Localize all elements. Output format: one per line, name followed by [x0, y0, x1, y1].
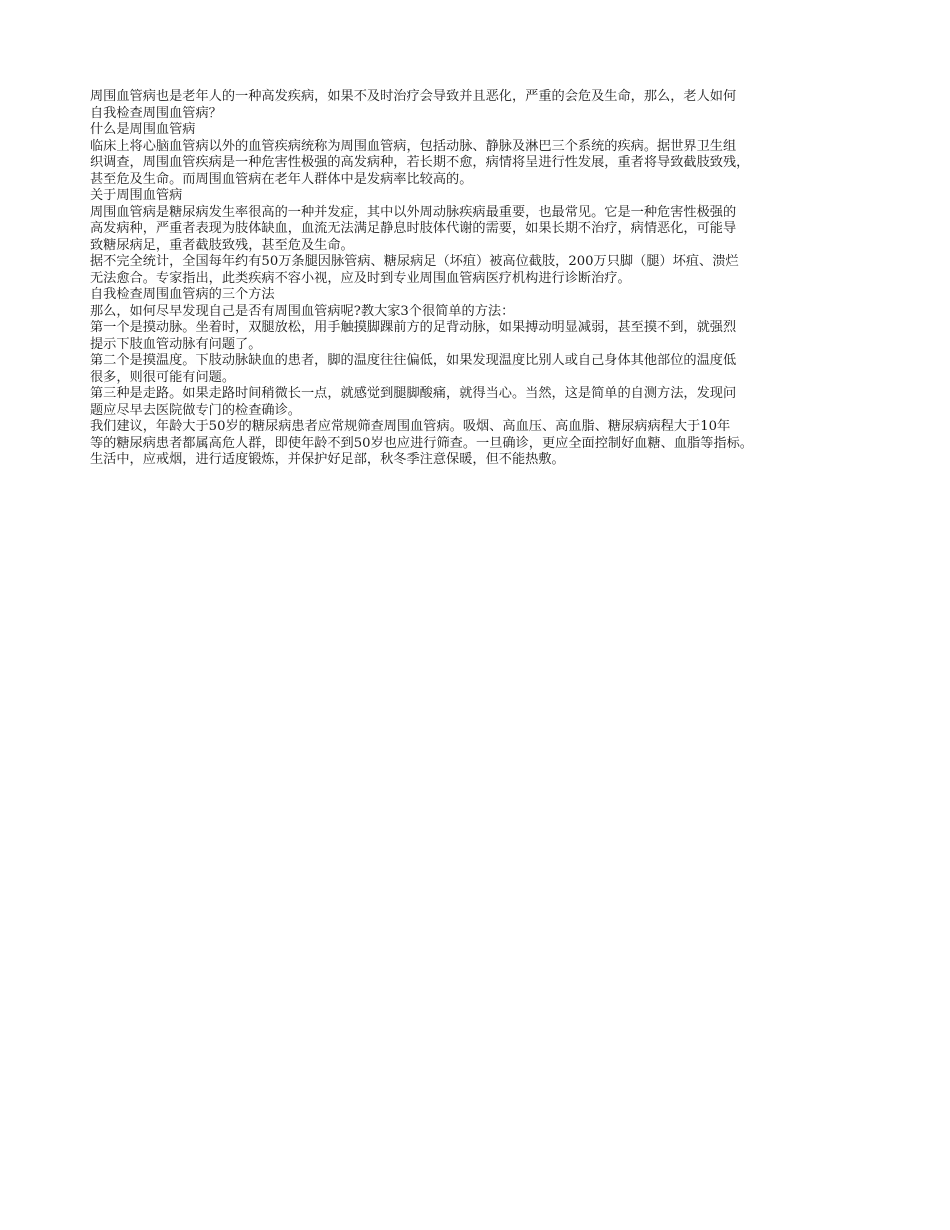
method-walking-paragraph	[90, 386, 880, 419]
method-walking-line-1: 第三种是走路。如果走路时间稍微长一点，就感觉到腿脚酸痛，就得当心。当然，这是简单的自测方法，发现问	[90, 386, 737, 401]
method-pulse-line-2: 提示下肢血管动脉有问题了。	[90, 336, 262, 352]
methods-intro-line-1: 那么，如何尽早发现自己是否有周围血管病呢?教大家3个很简单的方法：	[90, 303, 515, 319]
advice-paragraph	[90, 419, 880, 469]
advice-line-1: 我们建议，年龄大于50岁的糖尿病患者应常规筛查周围血管病。吸烟、高血压、高血脂、糖尿病病程大于10年	[90, 419, 731, 434]
statistics-line-1: 据不完全统计，全国每年约有50万条腿因脉管病、糖尿病足（坏疽）被高位截肢，200万只脚（腿）坏疽、溃烂	[90, 254, 739, 269]
intro-paragraph	[90, 89, 880, 122]
advice-line-2: 等的糖尿病患者都属高危人群，即使年龄不到50岁也应进行筛查。一旦确诊，更应全面控制好血糖、血脂等指标。	[90, 435, 753, 451]
statistics-line-2: 无法愈合。专家指出，此类疾病不容小视，应及时到专业周围血管病医疗机构进行诊断治疗。	[90, 270, 631, 286]
diabetes-line-2: 高发病种，严重者表现为肢体缺血，血流无法满足静息时肢体代谢的需要，如果长期不治疗，病情恶化，可能导	[90, 221, 737, 236]
definition-line-2: 织调查，周围血管疾病是一种危害性极强的高发病种，若长期不愈，病情将呈进行性发展，重者将导致截肢致残，	[90, 155, 750, 170]
methods-intro-paragraph	[90, 304, 880, 321]
intro-line-2: 自我检查周围血管病？	[90, 105, 222, 121]
section-heading-about: 关于周围血管病	[90, 188, 183, 203]
document-body	[90, 89, 880, 469]
diabetes-paragraph	[90, 205, 880, 255]
method-temperature-line-1: 第二个是摸温度。下肢动脉缺血的患者，脚的温度往往偏低，如果发现温度比别人或自己身体其他部位的温度低	[90, 353, 737, 368]
intro-line-1: 周围血管病也是老年人的一种高发疾病，如果不及时治疗会导致并且恶化，严重的会危及生命，那么，老人如何	[90, 89, 737, 104]
diabetes-line-1: 周围血管病是糖尿病发生率很高的一种并发症，其中以外周动脉疾病最重要，也最常见。它是一种危害性极强的	[90, 204, 737, 220]
statistics-paragraph	[90, 254, 880, 287]
method-temperature-line-2: 很多，则很可能有问题。	[90, 369, 236, 385]
method-temperature-paragraph	[90, 353, 880, 386]
definition-line-3: 甚至危及生命。而周围血管病在老年人群体中是发病率比较高的。	[90, 171, 473, 187]
advice-line-3: 生活中，应戒烟，进行适度锻炼，并保护好足部，秋冬季注意保暖，但不能热敷。	[90, 452, 565, 467]
diabetes-line-3: 致糖尿病足，重者截肢致残，甚至危及生命。	[90, 237, 354, 253]
method-pulse-paragraph	[90, 320, 880, 353]
section-heading-what-is: 什么是周围血管病	[90, 122, 196, 137]
section-heading-self-check: 自我检查周围血管病的三个方法	[90, 287, 275, 302]
method-pulse-line-1: 第一个是摸动脉。坐着时，双腿放松，用手触摸脚踝前方的足背动脉，如果搏动明显减弱，甚至摸不到，就强烈	[90, 320, 737, 335]
definition-paragraph	[90, 139, 880, 189]
definition-line-1: 临床上将心脑血管病以外的血管疾病统称为周围血管病，包括动脉、静脉及淋巴三个系统的疾病。据世界卫生组	[90, 138, 737, 154]
method-walking-line-2: 题应尽早去医院做专门的检查确诊。	[90, 402, 301, 418]
